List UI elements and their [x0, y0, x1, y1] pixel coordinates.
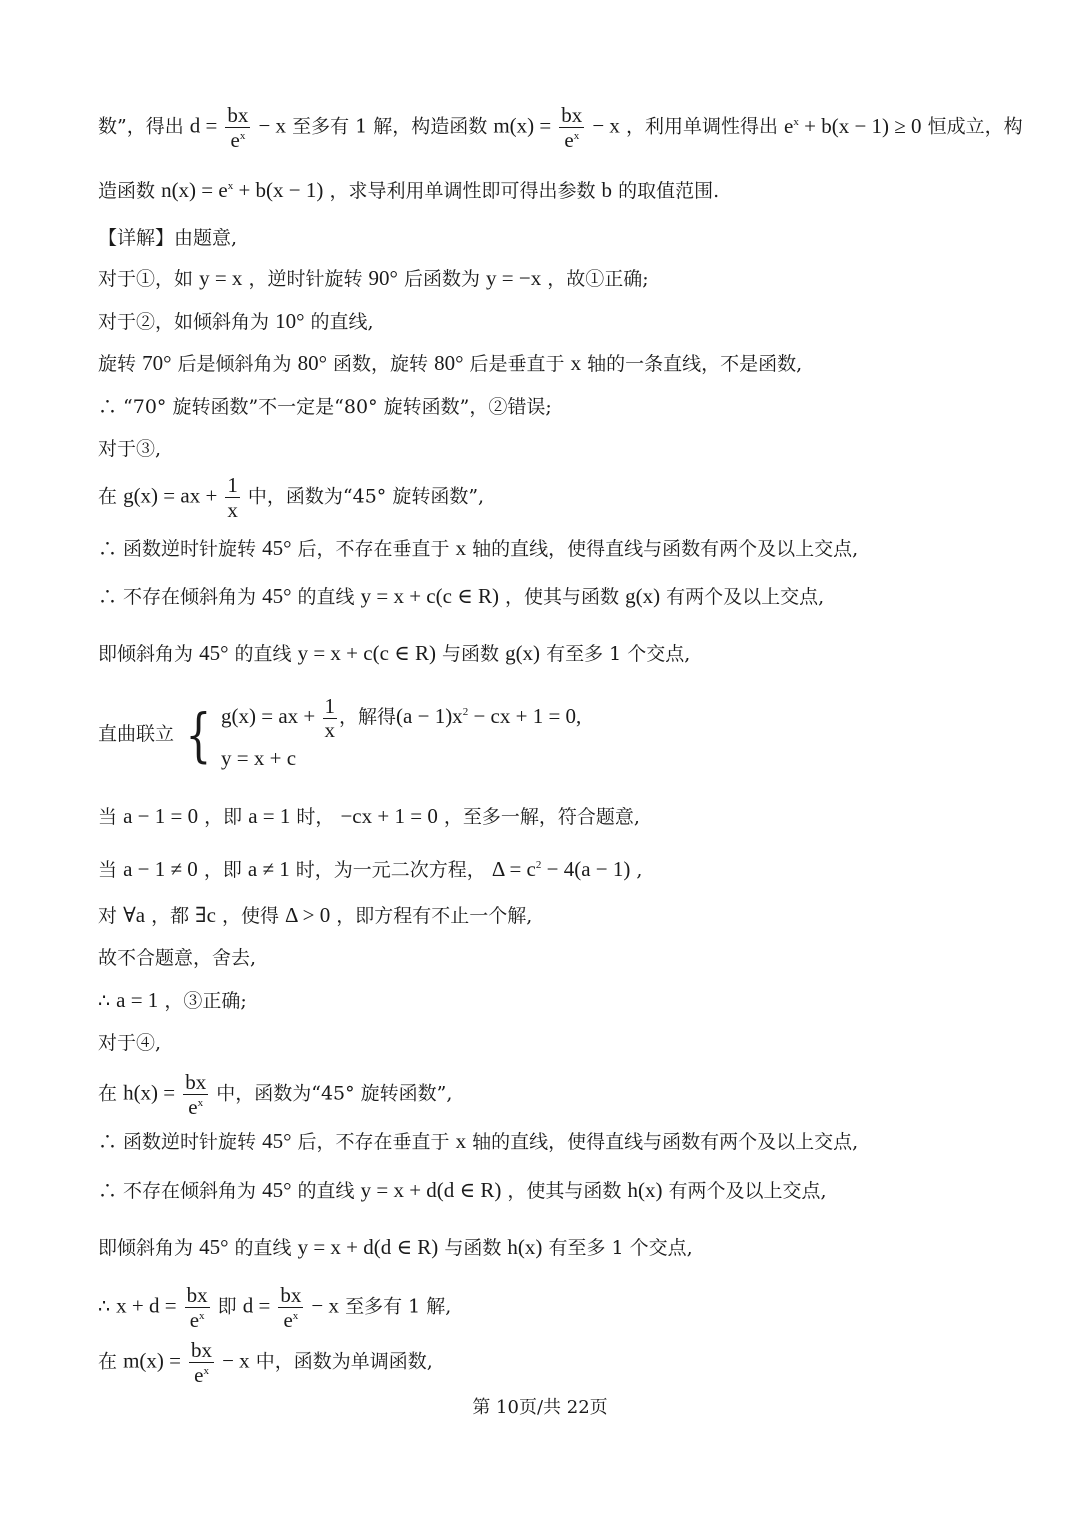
text: 后函数为: [403, 268, 480, 290]
math: h(x) =: [123, 1080, 176, 1105]
base: e: [283, 1308, 293, 1333]
numerator: bx: [561, 103, 583, 127]
numerator: 1: [324, 693, 336, 718]
text: 当: [98, 859, 118, 881]
base: e: [188, 1095, 198, 1120]
math: − 4(a − 1): [541, 857, 631, 881]
text: 有两个及以上交点,: [668, 1180, 827, 1202]
fraction: [225, 104, 250, 151]
superscript: x: [239, 130, 246, 143]
text-line: [98, 536, 858, 561]
fraction: [225, 474, 240, 521]
text: 数”，得出: [98, 115, 184, 138]
text: 在: [98, 1350, 118, 1373]
text-line: [98, 641, 690, 666]
text: 轴的直线，使得直线与函数有两个及以上交点,: [472, 1131, 859, 1153]
text-line: [98, 266, 649, 291]
text: 在: [98, 1082, 118, 1105]
text-line: [98, 395, 552, 419]
text: 恒成立，构: [927, 115, 1023, 138]
math: Δ > 0: [285, 903, 331, 927]
text: ，至多一解，符合题意,: [443, 806, 640, 828]
left-brace: {: [185, 700, 212, 769]
fraction: [185, 1284, 210, 1331]
text: 至多有 1 解，构造函数: [292, 115, 488, 138]
math: a = 1: [116, 988, 159, 1012]
math: x: [570, 351, 582, 375]
text: 的直线: [297, 1180, 355, 1202]
text: 故不合题意，舍去,: [98, 947, 257, 969]
text: ，求导利用单调性即可得出参数: [329, 180, 596, 202]
text: 后是垂直于: [469, 353, 565, 375]
text: ,: [636, 859, 643, 881]
superscript: x: [573, 130, 580, 143]
superscript: 2: [535, 859, 542, 871]
math: − cx + 1 = 0: [468, 704, 577, 728]
math: ∀a: [123, 903, 146, 927]
text-line: [98, 1178, 827, 1203]
page-footer: 第 10页/共 22页: [472, 1397, 608, 1418]
text: ，即: [203, 859, 242, 881]
text: 函数，旋转: [333, 353, 429, 375]
math: 90°: [368, 266, 398, 290]
math: 80°: [434, 351, 464, 375]
text: 轴的一条直线，不是函数,: [587, 353, 803, 375]
text: ，使其与函数: [505, 586, 620, 608]
math: [161, 178, 323, 202]
math: g(x) = ax +: [123, 483, 218, 508]
text: ,: [576, 704, 582, 728]
math: y = −x: [486, 266, 542, 290]
section-heading: [98, 226, 237, 250]
math: g(x): [505, 641, 541, 665]
text-line: [98, 903, 532, 928]
denominator: [225, 128, 250, 151]
math: 80°: [297, 351, 327, 375]
math: 45°: [199, 1235, 229, 1259]
text: 造函数: [98, 180, 156, 202]
superscript: x: [292, 1310, 299, 1323]
text: 对于④,: [98, 1032, 162, 1054]
superscript: x: [793, 115, 799, 128]
base: e: [784, 113, 794, 138]
text-line: [98, 584, 824, 609]
text-line: [98, 1031, 161, 1055]
numerator: bx: [280, 1283, 302, 1307]
math: n(x) = e: [161, 178, 228, 202]
base: e: [564, 128, 574, 153]
text-line: [98, 309, 374, 334]
text-line: [98, 1235, 693, 1260]
text: 后是倾斜角为: [177, 353, 292, 375]
text: 即倾斜角为: [98, 643, 194, 665]
math: − x: [592, 113, 620, 138]
text-line: [98, 437, 161, 461]
numerator: bx: [227, 103, 249, 127]
superscript: x: [199, 1310, 205, 1323]
text: ，即方程有不止一个解,: [336, 905, 533, 927]
text: 的直线,: [310, 311, 374, 333]
math: − x: [222, 1348, 250, 1373]
fraction: [189, 1339, 214, 1386]
math: g(x) = ax +: [221, 704, 316, 728]
fraction: [559, 104, 584, 151]
text-line: [98, 104, 1023, 151]
text-line: [98, 946, 256, 970]
text: 至多有 1 解,: [345, 1295, 452, 1318]
text: 后，不存在垂直于: [297, 538, 450, 560]
math: [784, 114, 922, 138]
numerator: bx: [185, 1070, 207, 1094]
text: 【详解】由题意,: [98, 227, 238, 249]
numerator: bx: [186, 1283, 208, 1307]
math: [492, 857, 631, 881]
math: x: [455, 1129, 467, 1153]
text: ，利用单调性得出: [625, 115, 778, 138]
math: d =: [242, 1293, 271, 1318]
text: 中，函数为“45° 旋转函数”,: [216, 1082, 453, 1105]
text: ，逆时针旋转: [248, 268, 363, 290]
text: ，③正确;: [164, 990, 247, 1012]
text: 有至多 1 个交点,: [546, 643, 691, 665]
math: y = x: [199, 266, 243, 290]
text: ∴ 不存在倾斜角为: [98, 586, 257, 608]
text: 轴的直线，使得直线与函数有两个及以上交点,: [472, 538, 859, 560]
text-line: [98, 695, 581, 775]
text-line: [98, 174, 719, 203]
math: x: [455, 536, 467, 560]
text: ，使其与函数: [507, 1180, 622, 1202]
text: ，使得: [221, 905, 279, 927]
math: Δ = c: [491, 857, 536, 881]
text: 的直线: [234, 1237, 292, 1259]
text: 中，函数为“45° 旋转函数”,: [247, 485, 485, 508]
superscript: x: [203, 1365, 209, 1378]
text: 旋转: [98, 353, 137, 375]
text: ∴ 不存在倾斜角为: [98, 1180, 257, 1202]
denominator: [183, 1095, 208, 1118]
text: 有两个及以上交点,: [666, 586, 825, 608]
text-line: [98, 853, 642, 882]
superscript: x: [227, 180, 234, 192]
denominator: x: [227, 498, 238, 523]
text-line: [98, 804, 640, 829]
math: + b(x − 1) ≥ 0: [798, 113, 922, 138]
text: 对: [98, 905, 118, 927]
math: a − 1 ≠ 0: [123, 857, 198, 881]
math: a = 1: [248, 804, 291, 828]
text: 与函数: [442, 643, 500, 665]
text-line: [98, 1339, 433, 1386]
math: a − 1 = 0: [123, 804, 199, 828]
math: + b(x − 1): [233, 178, 324, 202]
math: h(x): [507, 1235, 543, 1259]
math: g(x): [625, 584, 661, 608]
equation-system: [221, 695, 581, 775]
text: ∴ “70° 旋转函数”不一定是“80° 旋转函数”，②错误;: [98, 396, 552, 418]
base: e: [230, 128, 240, 153]
text-line: [98, 988, 247, 1013]
math: y = x + c(c ∈ R): [360, 584, 499, 608]
math: [396, 704, 576, 728]
text: 即倾斜角为: [98, 1237, 194, 1259]
math: (a − 1)x: [396, 704, 463, 728]
text: 的直线: [297, 586, 355, 608]
fraction: [183, 1071, 208, 1118]
base: e: [189, 1308, 200, 1333]
math: ∃c: [195, 903, 216, 927]
text: 中，函数为单调函数,: [255, 1350, 433, 1373]
numerator: bx: [191, 1338, 213, 1362]
math: 45°: [262, 584, 292, 608]
text: 时，为一元二次方程，: [295, 859, 486, 881]
math: − x: [311, 1293, 340, 1318]
superscript: 2: [462, 706, 469, 718]
text: ∴: [98, 1295, 111, 1318]
text-line: [98, 1071, 452, 1118]
fraction: [278, 1284, 303, 1331]
text: 的取值范围.: [618, 180, 720, 202]
text: 的直线: [234, 643, 292, 665]
math: −cx + 1 = 0: [340, 804, 438, 828]
text: 后，不存在垂直于: [297, 1131, 450, 1153]
math: 45°: [199, 641, 229, 665]
text-line: [98, 474, 484, 521]
math: 45°: [262, 1178, 292, 1202]
system-row: y = x + c: [221, 745, 297, 770]
text: ，即: [204, 806, 243, 828]
math: y = x + c(c ∈ R): [297, 641, 436, 665]
system-row: [221, 695, 581, 741]
text-line: [98, 351, 802, 376]
denominator: [185, 1308, 210, 1331]
text: ，故①正确;: [547, 268, 649, 290]
text: 对于②，如倾斜角为: [98, 311, 270, 333]
text: 有至多 1 个交点,: [548, 1237, 693, 1259]
text: ∴ 函数逆时针旋转: [98, 538, 257, 560]
fraction: [323, 693, 338, 742]
text: 与函数: [444, 1237, 502, 1259]
math: 70°: [142, 351, 172, 375]
text: 当: [98, 806, 118, 828]
math: y = x + d(d ∈ R): [360, 1178, 502, 1202]
base: e: [194, 1363, 204, 1388]
math: x + d =: [116, 1293, 177, 1318]
text: 时，: [296, 806, 335, 828]
text: ，解得: [339, 706, 397, 728]
math: a ≠ 1: [247, 857, 290, 881]
text-line: [98, 1284, 451, 1331]
math: m(x) =: [123, 1348, 181, 1373]
math: h(x): [627, 1178, 663, 1202]
text: ，都: [151, 905, 190, 927]
math: 45°: [262, 1129, 292, 1153]
math: b: [601, 178, 613, 202]
math: 45°: [262, 536, 292, 560]
denominator: x: [324, 717, 336, 742]
math: y = x + d(d ∈ R): [297, 1235, 439, 1259]
math: 10°: [275, 309, 305, 333]
math: − x: [258, 113, 287, 138]
math: m(x) =: [493, 113, 552, 138]
denominator: [278, 1308, 303, 1331]
text: 对于③,: [98, 438, 162, 460]
text: ∴: [98, 990, 111, 1012]
numerator: 1: [227, 473, 238, 497]
text: 即: [217, 1295, 237, 1318]
text-line: [98, 1129, 858, 1154]
math: d =: [189, 113, 218, 138]
text: 直曲联立: [98, 722, 175, 745]
text: ∴ 函数逆时针旋转: [98, 1131, 257, 1153]
denominator: [189, 1363, 214, 1386]
denominator: [559, 128, 584, 151]
superscript: x: [197, 1097, 204, 1110]
text: 对于①，如: [98, 268, 194, 290]
text: 在: [98, 485, 118, 508]
